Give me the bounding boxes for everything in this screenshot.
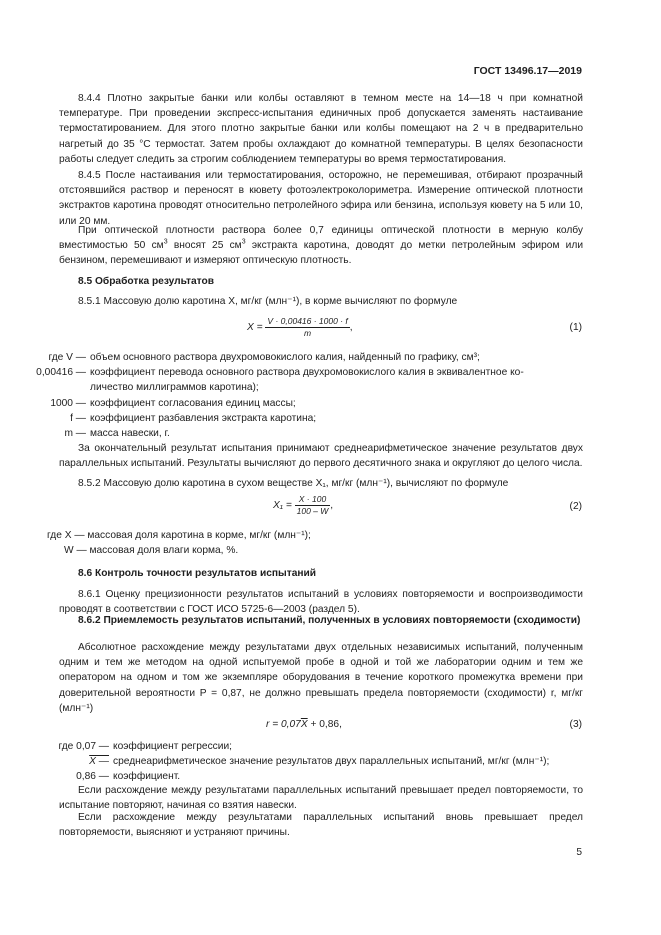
legend-row [0, 380, 661, 395]
formula-3-number: (3) [569, 719, 582, 730]
legend-row: W — массовая доля влаги корма, %. [64, 545, 239, 557]
section-heading-8-6: 8.6 Контроль точности результатов испытаний [78, 568, 317, 579]
formula-2-legend [47, 528, 311, 558]
legend-symbol: f — [70, 412, 86, 424]
legend-row [0, 365, 661, 380]
formula-1-lhs: X = [247, 322, 263, 334]
superscript: 3 [163, 238, 168, 246]
clause-8-5-1: 8.5.1 Массовую долю каротина X, мг/кг (млн⁻¹), в корме вычисляют по формуле [78, 296, 458, 307]
legend-text: масса навески, г. [90, 427, 170, 439]
dilution-text-a: При оптической плотности раствора более 0,7 единицы оптической плотности в мерную колбу вместимостью 50 см [59, 225, 583, 252]
document-code: ГОСТ 13496.17—2019 [473, 65, 582, 77]
legend-symbol [89, 754, 109, 769]
legend-text: коэффициент регрессии; [113, 741, 232, 752]
legend-row [0, 396, 661, 411]
legend-row [0, 426, 661, 441]
legend-symbol: 0,86 — [76, 771, 109, 783]
repeat-paragraph-2: Если расхождение между результатами параллельных испытаний вновь превышает предел повторяемости, выясняют и устраняют причины. [59, 812, 583, 839]
formula-2-fraction [295, 494, 334, 517]
formula-1-legend [0, 350, 661, 441]
dilution-text-c: экстракта каротина, доводят до метки петролейным эфиром или бензином, перемешивают и измеряют оптическую плотность. [59, 240, 584, 267]
formula-2-number: (2) [569, 501, 582, 512]
final-result-paragraph: За окончательный результат испытания принимают среднеарифметическое значение результатов двух параллельных испытаний. Результаты вычисляют до первого десятичного знака и округляют до целого числа. [59, 443, 583, 470]
legend-text: среднеарифметическое значение результатов двух параллельных испытаний, мг/кг (млн⁻¹); [113, 756, 550, 768]
legend-text: объем основного раствора двухромовокислого калия, найденный по графику, см³; [90, 352, 480, 363]
formula-3-mean-symbol: $\overline{X}$ [300, 719, 308, 730]
formula-2-lhs: X₁ = [273, 500, 292, 512]
clause-8-6-1: 8.6.1 Оценку прецизионности результатов испытаний в условиях повторяемости и воспроизводимости проводят в соответствии с ГОСТ ИСО 5725-6—2003 (раздел 5). [59, 589, 583, 616]
legend-symbol: где 0,07 — [58, 741, 109, 752]
formula-1-tail: , [349, 322, 353, 334]
legend-text: коэффициент согласования единиц массы; [90, 397, 296, 409]
clause-8-5-2: 8.5.2 Массовую долю каротина в сухом веществе X₁, мг/кг (млн⁻¹), вычисляют по формуле [78, 478, 509, 489]
formula-1-denominator: m [304, 328, 312, 338]
legend-symbol: 0,00416 — [36, 367, 86, 379]
formula-2-tail: , [330, 500, 334, 512]
mean-symbol: X — [89, 756, 109, 768]
legend-row [0, 350, 661, 365]
legend-text: коэффициент. [113, 771, 181, 783]
formula-3-legend [0, 739, 661, 785]
formula-2 [273, 494, 333, 517]
formula-3 [266, 717, 342, 732]
legend-symbol: m — [64, 427, 86, 439]
legend-text: коэффициент перевода основного раствора двухромовокислого калия в эквивалентное ко- [90, 367, 524, 379]
section-heading-8-5: 8.5 Обработка результатов [78, 276, 215, 287]
dilution-paragraph [59, 223, 583, 269]
formula-1 [247, 316, 353, 339]
legend-text: личество миллиграммов каротина); [90, 382, 259, 394]
legend-row [0, 754, 661, 769]
formula-1-fraction [265, 316, 349, 339]
legend-row: где X — массовая доля каротина в корме, мг/кг (млн⁻¹); [47, 530, 311, 541]
formula-1-number: (1) [569, 322, 582, 333]
page-number: 5 [576, 847, 582, 858]
legend-symbol: где V — [48, 352, 86, 363]
formula-1-numerator: V · 0,00416 · 1000 · f [267, 316, 348, 326]
legend-row [0, 739, 661, 754]
dilution-text-b: вносят 25 см [167, 240, 242, 252]
clause-8-4-4: 8.4.4 Плотно закрытые банки или колбы оставляют в темном месте на 14—18 ч при комнатной температуре. При проведении экспресс-испытания единичных проб допускается заменять настаивание термостатированием. Для этого плотно закрытые банки или колбы помещают на 2 ч в предварительно нагретый до 35 °С термостат. Затем пробы охлаждают до комнатной температуры. В целях безопасности работы следует следить за строгим соблюдением температуры во время термостатирования. [59, 93, 583, 165]
clause-8-6-2: 8.6.2 Приемлемость результатов испытаний, полученных в условиях повторяемости (сходимости) [78, 615, 581, 626]
formula-2-denominator: 100 – W [296, 506, 329, 516]
legend-row [0, 411, 661, 426]
formula-2-numerator: X · 100 [295, 494, 331, 506]
legend-symbol: 1000 — [50, 397, 86, 409]
superscript: 3 [241, 238, 246, 246]
formula-3-rhs: + 0,86, [307, 719, 342, 730]
repeatability-paragraph: Абсолютное расхождение между результатами двух отдельных независимых испытаний, полученным одним и тем же методом на одной испытуемой пробе в одной и той же лаборатории одним и тем же оператором на одном и том же экземпляре оборудования в течение короткого промежутка времени при доверительной вероятности P = 0,87, не должно превышать предела повторяемости (сходимости) r, мг/кг (млн⁻¹) [59, 642, 583, 714]
repeat-paragraph-1: Если расхождение между результатами параллельных испытаний превышает предел повторяемости, то испытание повторяют, начиная со взятия навески. [59, 785, 583, 812]
formula-3-lhs: r = 0,07 [266, 719, 301, 730]
legend-text: коэффициент разбавления экстракта каротина; [90, 412, 317, 424]
clause-8-4-5: 8.4.5 После настаивания или термостатирования, осторожно, не перемешивая, отбирают прозрачный отстоявшийся раствор и переносят в кювету фотоэлектроколориметра. Измерение оптической плотности экстрактов каротина проводят относительно петролейного эфира или бензина, используя кювету на 5 или 10, или 20 мм. [59, 170, 583, 227]
